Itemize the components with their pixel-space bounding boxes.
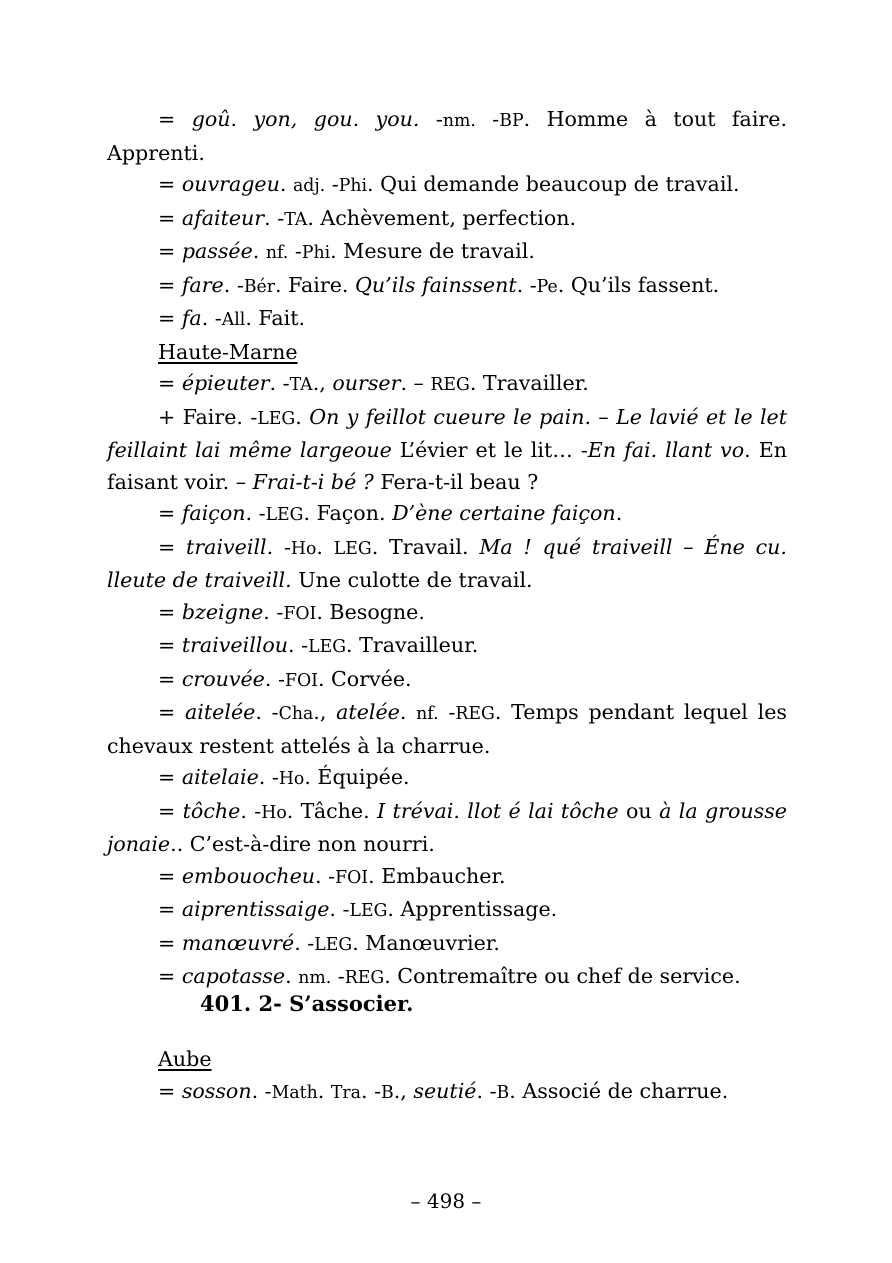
dictionary-entry xyxy=(107,762,787,796)
source-abbreviation: LEG xyxy=(257,408,296,429)
dictionary-entry xyxy=(107,1076,787,1110)
entry-text: = xyxy=(158,306,182,330)
dictionary-entry xyxy=(107,236,787,270)
region-heading: Haute-Marne xyxy=(158,339,298,364)
entry-text: . xyxy=(316,534,334,559)
entry-text: . - xyxy=(255,700,279,724)
entry-text: = xyxy=(158,765,182,789)
grammar-abbreviation: Phi xyxy=(338,176,368,196)
entry-text: - xyxy=(438,700,456,724)
source-abbreviation: B xyxy=(381,1082,394,1103)
source-abbreviation: TA xyxy=(289,375,313,395)
entry-text: = xyxy=(158,172,182,196)
entry-text: = xyxy=(158,964,182,988)
entry-text: . Qui demande beaucoup de travail. xyxy=(367,172,740,196)
section-title: 401. 2- S’associer. xyxy=(200,991,414,1016)
source-abbreviation: TA xyxy=(284,209,308,230)
entry-text: - xyxy=(288,239,302,263)
grammar-abbreviation: Ho xyxy=(261,802,287,823)
entry-text: . - xyxy=(223,272,244,297)
entry-text: . Tâche. xyxy=(286,798,378,823)
headword-text: embouocheu xyxy=(181,863,316,888)
dictionary-entry xyxy=(107,402,787,499)
entry-text: = xyxy=(158,930,182,955)
source-abbreviation: BP xyxy=(499,111,524,131)
source-abbreviation: LEG xyxy=(265,505,304,525)
headword-text: épieuter xyxy=(181,371,270,395)
source-abbreviation: REG xyxy=(430,375,470,395)
entry-text: = xyxy=(158,501,182,525)
entries-block xyxy=(107,104,787,995)
entry-text: ou xyxy=(618,798,660,823)
entry-text: - xyxy=(419,107,443,131)
entry-text: - xyxy=(331,964,345,988)
grammar-abbreviation: Cha xyxy=(278,704,314,724)
dictionary-entry xyxy=(107,303,787,337)
entry-text: . Temps pendant lequel les chevaux restent attelés à la charrue. xyxy=(107,700,787,758)
headword-text: I trévai. llot é lai tôche xyxy=(377,798,619,823)
entry-text: . Mesure de travail. xyxy=(330,239,535,263)
dictionary-entry xyxy=(107,697,787,762)
entry-text: . - xyxy=(251,1078,272,1103)
grammar-abbreviation: All xyxy=(221,310,246,330)
entry-text: . - xyxy=(315,863,336,888)
grammar-abbreviation: Pe xyxy=(536,276,558,297)
entry-text: - xyxy=(325,172,339,196)
source-abbreviation: LEG xyxy=(314,934,353,955)
grammar-abbreviation: adj. xyxy=(292,176,326,196)
entry-text: = xyxy=(158,371,182,395)
headword-text: aitelée xyxy=(185,700,256,724)
headword-text: à la grousse jonaie xyxy=(107,798,787,856)
entry-text: . Apprentissage. xyxy=(387,897,558,921)
headword-text: aiprentissaige xyxy=(181,897,330,921)
headword-text: Ma ! qué traiveill – Éne cu. lleute de traiveill. xyxy=(107,534,787,592)
entry-text: . - xyxy=(258,765,279,789)
headword-text: D’ène certaine faiçon xyxy=(392,501,616,525)
dictionary-entry xyxy=(107,104,787,169)
entry-text: L’évier et le lit… - xyxy=(391,438,588,462)
region-heading-aube: Aube xyxy=(158,1047,212,1071)
entry-text: ., xyxy=(312,371,333,395)
entry-text: . - xyxy=(264,666,285,691)
grammar-abbreviation: Math xyxy=(271,1082,318,1103)
entry-text: + Faire. - xyxy=(158,404,258,429)
headword-text: afaiteur xyxy=(181,205,265,230)
entry-text: - xyxy=(475,107,500,131)
dictionary-entry xyxy=(107,532,787,597)
entry-text: . En faisant voir. – xyxy=(107,438,788,494)
headword-text: sosson xyxy=(181,1078,252,1103)
headword-text: traiveillou xyxy=(181,633,289,657)
entry-text: = xyxy=(158,633,182,657)
headword-text: ourser xyxy=(332,371,401,395)
source-abbreviation: REG xyxy=(455,704,495,724)
grammar-abbreviation: Ho xyxy=(290,538,317,559)
entry-text: . Corvée. xyxy=(317,666,412,691)
entry-text: . Contremaître ou chef de service. xyxy=(384,964,741,988)
entry-text: . - xyxy=(263,599,284,624)
page-number: – 498 – xyxy=(410,1189,482,1213)
entry-text: . Travailler. xyxy=(469,371,589,395)
entry-text: . xyxy=(295,404,310,429)
entry-text: ., xyxy=(393,1078,414,1103)
source-abbreviation: FOI xyxy=(335,867,369,888)
grammar-abbreviation: Tra xyxy=(330,1082,361,1103)
headword-text: traiveill xyxy=(186,534,267,559)
grammar-abbreviation: nf. xyxy=(416,704,439,724)
dictionary-entry xyxy=(107,597,787,631)
source-abbreviation: FOI xyxy=(284,670,318,691)
headword-text: En fai. llant vo xyxy=(587,438,745,462)
entry-text: = xyxy=(158,863,182,888)
entry-text: . Faire. xyxy=(275,272,356,297)
entry-text: . Achèvement, perfection. xyxy=(307,205,577,230)
entry-text: . - xyxy=(266,534,291,559)
entry-text: . - xyxy=(240,798,262,823)
headword-text: crouvée xyxy=(181,666,265,691)
headword-text: goû. yon, gou. you. xyxy=(191,107,420,131)
dictionary-entry xyxy=(107,928,787,962)
entry-text: . Manœuvrier. xyxy=(352,930,500,955)
dictionary-entry xyxy=(107,498,787,532)
headword-text: ouvrageu xyxy=(181,172,280,196)
dictionary-entry xyxy=(107,664,787,698)
entry-text: . Associé de charrue. xyxy=(509,1078,729,1103)
headword-text: manœuvré xyxy=(181,930,295,955)
entry-text: = xyxy=(158,599,182,624)
entry-text: = xyxy=(158,798,183,823)
entry-text: = xyxy=(158,534,187,559)
entry-text: . xyxy=(399,700,417,724)
headword-text: aitelaie xyxy=(181,765,259,789)
dictionary-entry xyxy=(107,169,787,203)
entry-text: . xyxy=(252,239,266,263)
grammar-abbreviation: nm. xyxy=(298,968,332,988)
entry-text: . - xyxy=(245,501,266,525)
entry-text: . - xyxy=(329,897,350,921)
source-abbreviation: B xyxy=(496,1082,510,1103)
dictionary-entry xyxy=(107,368,787,402)
dictionary-entry xyxy=(107,270,787,304)
entry-text: . xyxy=(615,501,623,525)
entry-text: = xyxy=(158,239,182,263)
entry-text: . - xyxy=(264,205,285,230)
entry-text: = xyxy=(158,700,186,724)
headword-text: fare xyxy=(181,272,224,297)
entry-text: = xyxy=(158,107,192,131)
entry-text: . Travail. xyxy=(371,534,480,559)
dictionary-entry xyxy=(107,861,787,895)
entry-text: . – xyxy=(400,371,431,395)
source-abbreviation: FOI xyxy=(283,603,317,624)
source-abbreviation: LEG xyxy=(333,538,372,559)
source-abbreviation: LEG xyxy=(308,637,347,657)
entry-text: . xyxy=(285,964,299,988)
entry-text: = xyxy=(158,666,182,691)
headword-text: On y feillot cueure le pain. – Le lavié et le let feillaint lai même largeoue xyxy=(107,404,788,462)
entry-text: . - xyxy=(360,1078,382,1103)
entry-text: = xyxy=(158,897,182,921)
entry-text: . xyxy=(317,1078,331,1103)
dictionary-entry xyxy=(107,203,787,237)
headword-text: tôche xyxy=(182,798,241,823)
headword-text: Frai-t-i bé ? xyxy=(252,469,374,494)
headword-text: seutié xyxy=(413,1078,477,1103)
headword-text: fa xyxy=(181,306,202,330)
grammar-abbreviation: nf. xyxy=(265,243,289,263)
entry-text: . - xyxy=(269,371,290,395)
headword-text: Qu’ils fainssent xyxy=(355,272,517,297)
entry-text: . - xyxy=(201,306,222,330)
headword-text: passée xyxy=(181,239,253,263)
entry-text: .. C’est-à-dire non nourri. xyxy=(170,832,435,856)
grammar-abbreviation: Bér xyxy=(243,276,276,297)
grammar-abbreviation: Ho xyxy=(278,769,305,789)
entry-text: = xyxy=(158,272,182,297)
entry-text: . Embaucher. xyxy=(368,863,506,888)
entry-text: . Fait. xyxy=(245,306,306,330)
entry-text: . - xyxy=(288,633,309,657)
entry-text: . - xyxy=(476,1078,497,1103)
entry-text: . Besogne. xyxy=(316,599,425,624)
entry-text: Une culotte de travail. xyxy=(291,568,533,592)
entry-text: . - xyxy=(294,930,315,955)
source-abbreviation: LEG xyxy=(349,901,388,921)
headword-text: faiçon xyxy=(181,501,246,525)
entry-text: . Travailleur. xyxy=(346,633,479,657)
entry-text: ., xyxy=(313,700,337,724)
entry-text: . Façon. xyxy=(303,501,393,525)
headword-text: bzeigne xyxy=(181,599,264,624)
entry-text: . - xyxy=(516,272,537,297)
aube-block xyxy=(107,1044,787,1109)
dictionary-entry xyxy=(107,894,787,928)
entry-text: = xyxy=(158,205,182,230)
entry-text: = xyxy=(158,1078,182,1103)
entry-text: . Homme à tout faire. Apprenti. xyxy=(107,107,787,165)
headword-text: atelée xyxy=(336,700,400,724)
grammar-abbreviation: nm. xyxy=(442,111,476,131)
headword-text: capotasse xyxy=(181,964,286,988)
entry-text: . Qu’ils fassent. xyxy=(557,272,720,297)
entry-text: Fera-t-il beau ? xyxy=(373,469,539,494)
entry-text: . xyxy=(279,172,293,196)
source-abbreviation: REG xyxy=(344,968,385,988)
dictionary-entry xyxy=(107,796,787,861)
entry-text: . Équipée. xyxy=(304,765,410,789)
grammar-abbreviation: Phi xyxy=(301,243,331,263)
dictionary-entry xyxy=(107,630,787,664)
